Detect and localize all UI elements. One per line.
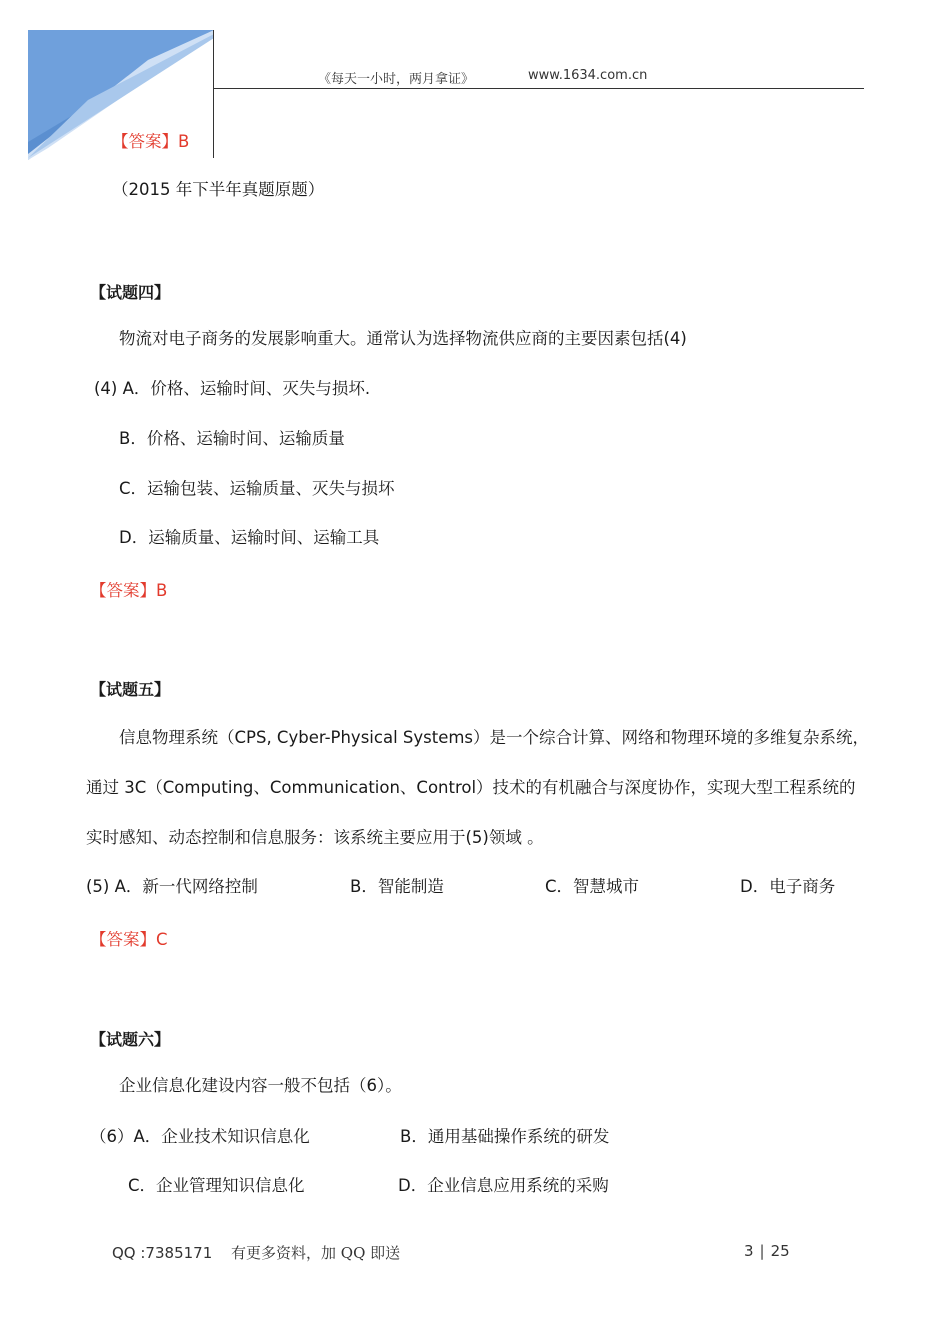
q6-stem: 企业信息化建设内容一般不包括（6）。 <box>119 1076 402 1095</box>
header-vertical-rule <box>213 30 214 158</box>
footer-page-number <box>744 1242 790 1260</box>
q4-answer: 【答案】B <box>90 581 168 600</box>
q4-option-b: B．价格、运输时间、运输质量 <box>119 429 345 448</box>
q5-option-d: D．电子商务 <box>740 877 836 896</box>
q4-stem: 物流对电子商务的发展影响重大。通常认为选择物流供应商的主要因素包括(4) <box>119 329 687 348</box>
q5-stem-line-1: 信息物理系统（CPS, Cyber-Physical Systems）是一个综合计算、网络和物理环境的多维复杂系统， <box>119 728 870 747</box>
q6-option-c: C．企业管理知识信息化 <box>128 1176 305 1195</box>
footer-qq: QQ :7385171 <box>112 1244 213 1262</box>
header-horizontal-rule <box>214 88 864 89</box>
q6-option-b: B．通用基础操作系统的研发 <box>400 1127 610 1146</box>
q4-option-a: (4) A．价格、运输时间、灭失与损坏. <box>94 379 371 398</box>
q5-option-a: (5) A．新一代网络控制 <box>86 877 258 896</box>
q5-answer: 【答案】C <box>90 930 168 949</box>
q6-option-a: （6）A．企业技术知识信息化 <box>90 1127 310 1146</box>
q5-stem-line-3: 实时感知、动态控制和信息服务：该系统主要应用于(5)领域 。 <box>86 828 544 847</box>
q5-option-c: C．智慧城市 <box>545 877 640 896</box>
q4-option-d: D．运输质量、运输时间、运输工具 <box>119 528 380 547</box>
q5-option-b: B．智能制造 <box>350 877 444 896</box>
previous-answer: 【答案】B <box>112 132 190 151</box>
page-total: 25 <box>770 1242 790 1260</box>
page-current: 3 <box>744 1242 754 1260</box>
q4-heading: 【试题四】 <box>90 283 171 302</box>
source-note: （2015 年下半年真题原题） <box>112 180 325 199</box>
footer-promo: 有更多资料，加 QQ 即送 <box>231 1244 401 1262</box>
q5-stem-line-2: 通过 3C（Computing、Communication、Control）技术的有机融合与深度协作，实现大型工程系统的 <box>86 778 856 797</box>
footer-contact <box>112 1242 400 1263</box>
q4-option-c: C．运输包装、运输质量、灭失与损坏 <box>119 479 395 498</box>
page-separator: | <box>759 1242 765 1260</box>
header-url: www.1634.com.cn <box>528 68 648 83</box>
q6-heading: 【试题六】 <box>90 1030 171 1049</box>
q5-heading: 【试题五】 <box>90 680 171 699</box>
q6-option-d: D．企业信息应用系统的采购 <box>398 1176 609 1195</box>
header-book-title: 《每天一小时，两月拿证》 <box>318 72 475 87</box>
